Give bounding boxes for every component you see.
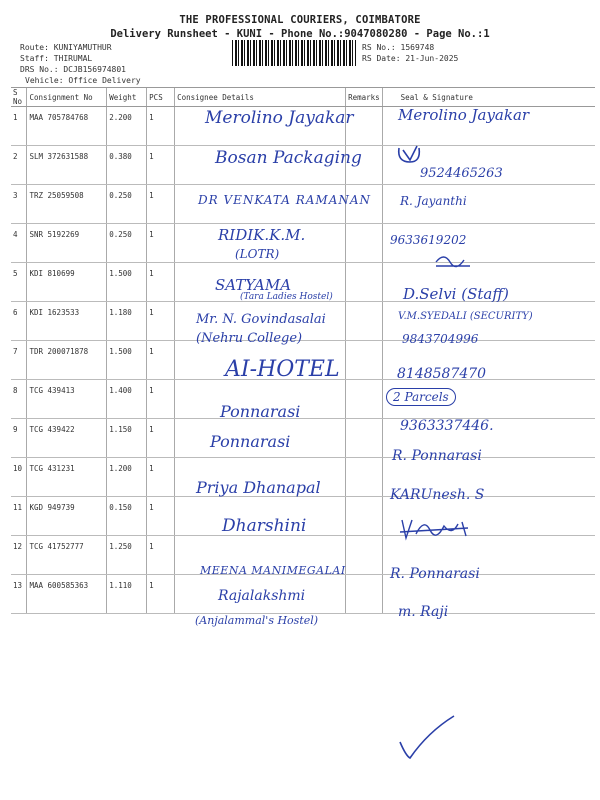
rs-no-label: RS No.: 1569748 — [362, 43, 435, 52]
col-signature: Seal & Signature — [382, 88, 595, 107]
col-pcs: PCS — [147, 88, 175, 107]
cell-weight: 0.250 — [107, 185, 147, 224]
hw-consignee-4b: (LOTR) — [235, 247, 280, 261]
table-row — [11, 419, 595, 458]
cell-consignment: SNR 5192269 — [27, 224, 107, 263]
cell-remarks — [346, 497, 383, 536]
hw-signature-6: V.M.SYEDALI (SECURITY) — [398, 311, 533, 322]
cell-consignment: TDR 200071878 — [27, 341, 107, 380]
cell-remarks — [346, 575, 383, 614]
hw-signature-8b: 9363337446. — [400, 418, 494, 434]
cell-remarks — [346, 536, 383, 575]
hw-consignee-6b: (Nehru College) — [196, 331, 303, 346]
cell-remarks — [346, 224, 383, 263]
cell-pcs: 1 — [147, 302, 175, 341]
hw-signature-9: R. Ponnarasi — [392, 448, 482, 464]
cell-remarks — [346, 263, 383, 302]
cell-consignment: TCG 439413 — [27, 380, 107, 419]
hw-consignee-4: RIDIK.K.M. — [218, 226, 306, 244]
cell-pcs: 1 — [147, 146, 175, 185]
cell-pcs: 1 — [147, 575, 175, 614]
meta-right — [362, 42, 458, 64]
hw-consignee-9: Ponnarasi — [210, 432, 291, 451]
cell-sno: 5 — [11, 263, 27, 302]
hw-consignee-3: DR VENKATA RAMANAN — [198, 193, 372, 207]
cell-consignment: TCG 431231 — [27, 458, 107, 497]
hw-signature-4: 9633619202 — [390, 233, 467, 247]
cell-sno: 9 — [11, 419, 27, 458]
cell-weight: 1.180 — [107, 302, 147, 341]
col-consignment: Consignment No — [27, 88, 107, 107]
runsheet-subtitle: Delivery Runsheet - KUNI - Phone No.:9047080280 - Page No.:1 — [110, 28, 490, 40]
cell-pcs: 1 — [147, 341, 175, 380]
cell-sno: 12 — [11, 536, 27, 575]
meta-left — [20, 42, 112, 64]
cell-sno: 8 — [11, 380, 27, 419]
cell-consignment: TRZ 25059508 — [27, 185, 107, 224]
table-row — [11, 380, 595, 419]
hw-signature-5: D.Selvi (Staff) — [403, 285, 509, 303]
hw-consignee-12: MEENA MANIMEGALAI — [200, 564, 346, 577]
cell-sno: 10 — [11, 458, 27, 497]
cell-weight: 1.150 — [107, 419, 147, 458]
cell-consignment: KDI 810699 — [27, 263, 107, 302]
hw-consignee-10: Priya Dhanapal — [196, 478, 321, 497]
cell-pcs: 1 — [147, 263, 175, 302]
drs-label: DRS No.: DCJB156974801 — [20, 65, 126, 74]
cell-sno: 13 — [11, 575, 27, 614]
cell-consignment: MAA 705784768 — [27, 107, 107, 146]
col-consignee: Consignee Details — [175, 88, 346, 107]
cell-sno: 2 — [11, 146, 27, 185]
cell-remarks — [346, 341, 383, 380]
cell-pcs: 1 — [147, 458, 175, 497]
cell-weight: 1.200 — [107, 458, 147, 497]
scribble-stamp-4 — [434, 250, 474, 268]
cell-consignment: KGD 949739 — [27, 497, 107, 536]
barcode — [232, 40, 356, 66]
cell-consignment: MAA 600585363 — [27, 575, 107, 614]
hw-signature-7: 8148587470 — [397, 366, 487, 382]
cell-sno: 3 — [11, 185, 27, 224]
cell-sno: 4 — [11, 224, 27, 263]
cell-pcs: 1 — [147, 107, 175, 146]
hw-signature-3: R. Jayanthi — [400, 194, 467, 208]
cell-sno: 11 — [11, 497, 27, 536]
cell-consignment: KDI 1623533 — [27, 302, 107, 341]
hw-consignee-13: Rajalakshmi — [218, 588, 306, 604]
hw-consignee-7: AI-HOTEL — [225, 357, 340, 382]
hw-consignee-5b: (Tara Ladies Hostel) — [240, 292, 333, 302]
cell-weight: 1.500 — [107, 263, 147, 302]
cell-pcs: 1 — [147, 380, 175, 419]
cell-consignment: SLM 372631588 — [27, 146, 107, 185]
cell-sno: 1 — [11, 107, 27, 146]
cell-weight: 1.400 — [107, 380, 147, 419]
cell-weight: 2.200 — [107, 107, 147, 146]
cell-remarks — [346, 302, 383, 341]
vehicle-label: Vehicle: Office Delivery — [25, 76, 141, 85]
hw-signature-8: 2 Parcels — [386, 388, 456, 406]
hw-consignee-11: Dharshini — [222, 516, 307, 536]
cell-weight: 1.110 — [107, 575, 147, 614]
col-remarks: Remarks — [346, 88, 383, 107]
hw-signature-1: Merolino Jayakar — [398, 106, 530, 124]
route-label: Route: KUNIYAMUTHUR — [20, 43, 112, 52]
cell-consignment: TCG 439422 — [27, 419, 107, 458]
cell-remarks — [346, 458, 383, 497]
checkmark-icon — [398, 712, 458, 762]
cell-consignment: TCG 41752777 — [27, 536, 107, 575]
hw-consignee-1: Merolino Jayakar — [205, 108, 354, 128]
table-header-row — [11, 88, 595, 107]
cell-weight: 0.150 — [107, 497, 147, 536]
cell-weight: 1.250 — [107, 536, 147, 575]
hw-signature-6b: 9843704996 — [402, 332, 479, 346]
cell-remarks — [346, 419, 383, 458]
hw-signature-2: 9524465263 — [420, 166, 503, 181]
hw-consignee-5: SATYAMA — [215, 276, 292, 294]
cell-remarks — [346, 380, 383, 419]
hw-signature-10: KARUnesh. S — [390, 487, 485, 503]
cell-weight: 0.380 — [107, 146, 147, 185]
company-title: THE PROFESSIONAL COURIERS, COIMBATORE — [179, 14, 421, 26]
cell-weight: 1.500 — [107, 341, 147, 380]
col-sno: S No — [11, 88, 27, 107]
cell-pcs: 1 — [147, 419, 175, 458]
scribble-signature-2 — [395, 142, 425, 168]
hw-signature-12: R. Ponnarasi — [390, 566, 480, 582]
hw-signature-13: m. Raji — [398, 604, 449, 620]
rs-date-label: RS Date: 21-Jun-2025 — [362, 54, 459, 63]
hw-consignee-8: Ponnarasi — [220, 402, 301, 421]
cell-pcs: 1 — [147, 224, 175, 263]
staff-label: Staff: THIRUMAL — [20, 54, 93, 63]
cell-sno: 7 — [11, 341, 27, 380]
hw-consignee-13b: (Anjalammal's Hostel) — [195, 614, 319, 627]
hw-consignee-6: Mr. N. Govindasalai — [196, 312, 326, 327]
col-weight: Weight — [107, 88, 147, 107]
scribble-signature-11 — [398, 514, 473, 544]
cell-pcs: 1 — [147, 536, 175, 575]
cell-pcs: 1 — [147, 497, 175, 536]
cell-weight: 0.250 — [107, 224, 147, 263]
hw-consignee-2: Bosan Packaging — [215, 148, 362, 168]
cell-pcs: 1 — [147, 185, 175, 224]
cell-sno: 6 — [11, 302, 27, 341]
